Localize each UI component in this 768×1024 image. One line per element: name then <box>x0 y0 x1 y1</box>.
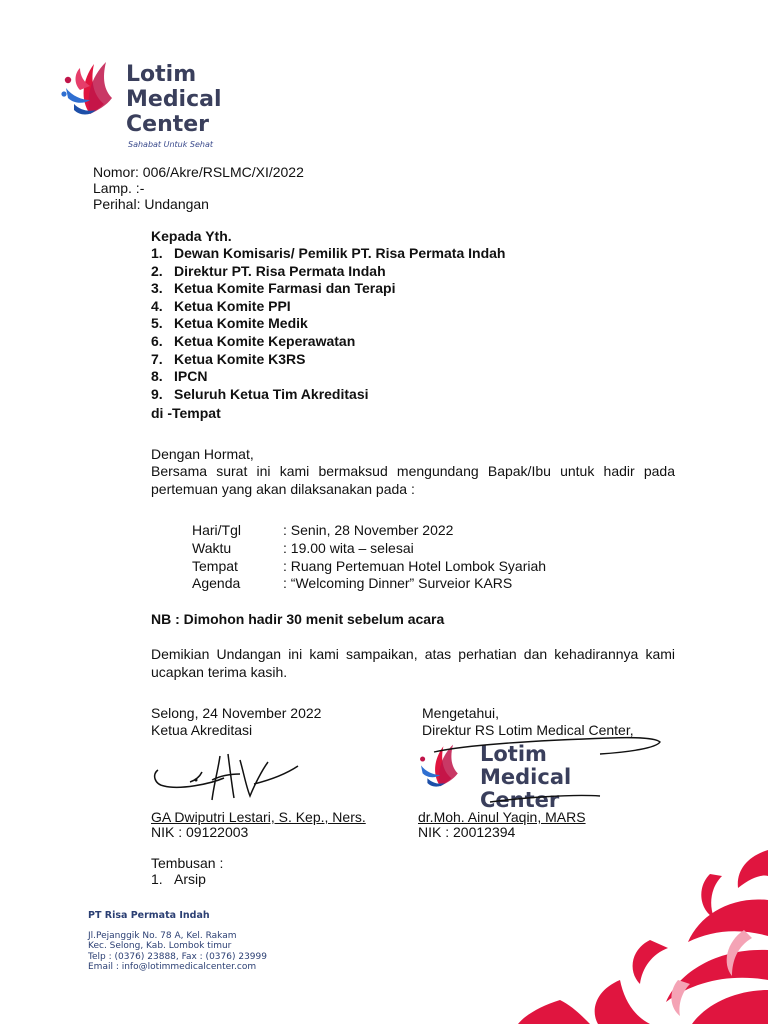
logo <box>60 50 230 154</box>
detail-row <box>192 558 546 576</box>
event-details <box>192 522 546 593</box>
list-item-label: Ketua Komite Farmasi dan Terapi <box>174 280 396 297</box>
detail-row <box>192 522 546 540</box>
list-item-label: Ketua Komite PPI <box>174 297 291 314</box>
footer-address-line-1: Jl.Pejanggik No. 78 A, Kel. Rakam <box>88 930 237 941</box>
footer-address <box>88 911 267 973</box>
right-signature-icon <box>430 732 665 812</box>
list-item <box>151 351 505 369</box>
list-item-number: 5. <box>151 315 163 332</box>
recipients-place: di -Tempat <box>151 405 221 421</box>
detail-label: Hari/Tgl <box>192 522 242 538</box>
letter-subject: Perihal: Undangan <box>93 196 209 212</box>
list-item-number: 1. <box>151 245 163 261</box>
recipients-title: Kepada Yth. <box>151 228 232 244</box>
detail-value: : Ruang Pertemuan Hotel Lombok Syariah <box>283 557 547 574</box>
footer-email: Email : info@lotimmedicalcenter.com <box>88 962 257 972</box>
list-item-label: Ketua Komite Keperawatan <box>174 332 356 349</box>
list-item-number: 4. <box>151 297 163 314</box>
list-item-number: 3. <box>151 280 163 297</box>
left-signer-role: Ketua Akreditasi <box>151 722 253 738</box>
list-item-number: 8. <box>151 368 163 385</box>
intro-paragraph: Bersama surat ini kami bermaksud mengundang Bapak/Ibu untuk hadir pada pertemuan yang akan dilaksanakan pada : <box>151 463 675 497</box>
cc-item <box>151 871 206 889</box>
detail-label: Tempat <box>192 557 238 574</box>
cc-item-label: Arsip <box>174 871 206 887</box>
detail-row <box>192 575 546 593</box>
cc-item-number: 1. <box>151 871 163 887</box>
footer-phone: Telp : (0376) 23888, Fax : (0376) 23999 <box>88 951 267 962</box>
detail-label: Agenda <box>192 575 241 592</box>
list-item <box>151 245 505 263</box>
detail-row <box>192 540 546 558</box>
letter-number: Nomor: 006/Akre/RSLMC/XI/2022 <box>93 164 304 180</box>
list-item-label: Ketua Komite Medik <box>174 315 308 332</box>
left-signer-name: GA Dwiputri Lestari, S. Kep., Ners. <box>151 809 366 825</box>
detail-value: : “Welcoming Dinner” Surveior KARS <box>283 575 513 592</box>
list-item <box>151 333 505 351</box>
list-item <box>151 386 505 404</box>
greeting: Dengan Hormat, <box>151 446 254 462</box>
stamp-line-2: Medical <box>480 765 572 789</box>
list-item-number: 7. <box>151 350 163 367</box>
footer-company: PT Risa Permata Indah <box>88 910 210 921</box>
left-signer-nik: NIK : 09122003 <box>151 824 249 840</box>
list-item <box>151 368 505 386</box>
logo-line-3: Center <box>126 112 210 137</box>
decorative-swirl-icon <box>500 830 768 1024</box>
list-item <box>151 298 505 316</box>
detail-value: : 19.00 wita – selesai <box>283 539 414 556</box>
list-item-label: Ketua Komite K3RS <box>174 350 306 367</box>
right-signer-role: Direktur RS Lotim Medical Center, <box>422 722 634 738</box>
list-item <box>151 263 505 281</box>
list-item <box>151 280 505 298</box>
acknowledge-label: Mengetahui, <box>422 705 500 721</box>
logo-tagline: Sahabat Untuk Sehat <box>128 140 214 149</box>
place-date: Selong, 24 November 2022 <box>151 705 322 721</box>
list-item-label: Dewan Komisaris/ Pemilik PT. Risa Permata Indah <box>174 245 506 261</box>
recipient-list <box>151 245 505 403</box>
list-item-label: Seluruh Ketua Tim Akreditasi <box>174 385 369 402</box>
list-item-number: 2. <box>151 262 163 279</box>
right-signer-nik: NIK : 20012394 <box>418 824 516 840</box>
detail-value: : Senin, 28 November 2022 <box>283 522 454 538</box>
cc-title: Tembusan : <box>151 855 224 871</box>
list-item <box>151 315 505 333</box>
logo-line-2: Medical <box>126 87 222 112</box>
detail-label: Waktu <box>192 539 232 556</box>
right-signer-name: dr.Moh. Ainul Yaqin, MARS <box>418 809 586 825</box>
stamp-line-1: Lotim <box>480 742 547 766</box>
list-item-number: 9. <box>151 385 163 402</box>
closing-paragraph: Demikian Undangan ini kami sampaikan, atas perhatian dan kehadirannya kami ucapkan terima kasih. <box>151 646 675 680</box>
attendance-note: NB : Dimohon hadir 30 menit sebelum acara <box>151 611 445 627</box>
logo-line-1: Lotim <box>126 62 197 87</box>
stamp-line-3: Center <box>480 788 560 812</box>
letter-attachment: Lamp. :- <box>93 180 145 196</box>
logo-mark-icon <box>60 50 122 120</box>
list-item-label: Direktur PT. Risa Permata Indah <box>174 262 386 279</box>
list-item-number: 6. <box>151 332 163 349</box>
list-item-label: IPCN <box>174 368 208 385</box>
left-signature-icon <box>150 740 300 810</box>
footer-address-line-2: Kec. Selong, Kab. Lombok timur <box>88 941 232 951</box>
